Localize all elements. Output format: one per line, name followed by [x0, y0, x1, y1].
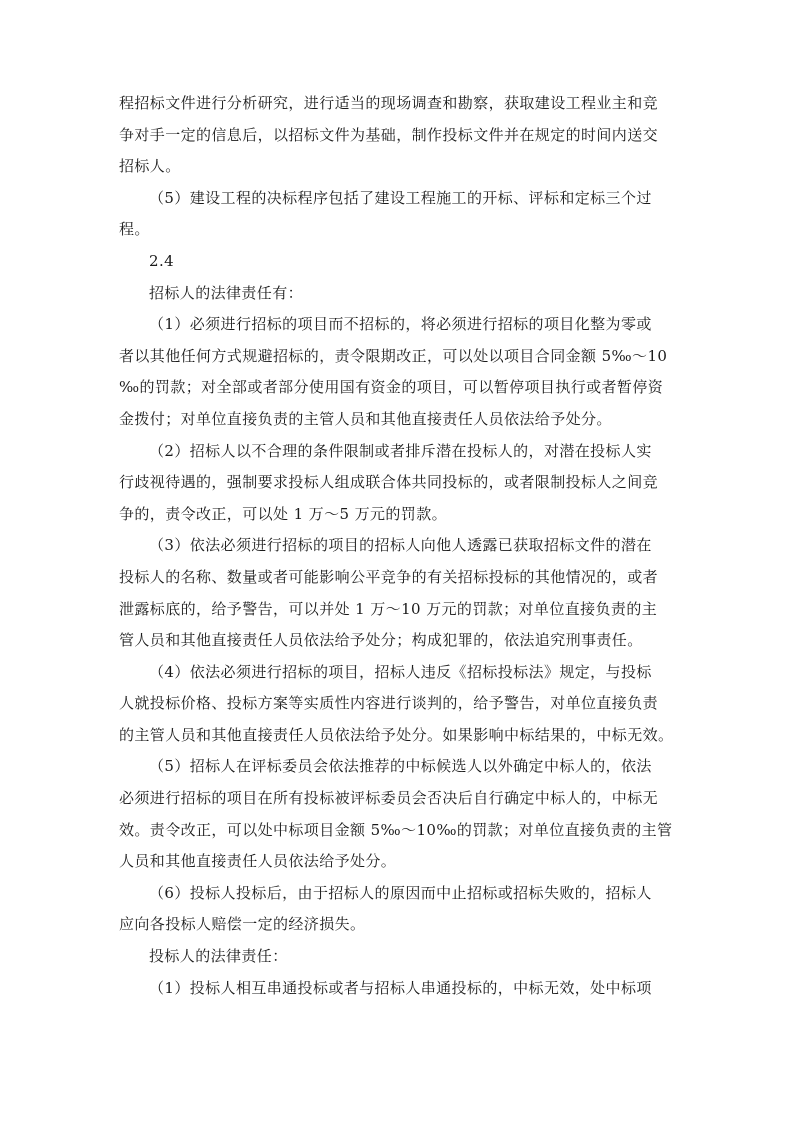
- paragraph-start: （5）招标人在评标委员会依法推荐的中标候选人以外确定中标人的，依法: [149, 757, 652, 776]
- text-line: 泄露标底的，给予警告，可以并处 1 万～10 万元的罚款；对单位直接负责的主: [119, 599, 658, 618]
- paragraph-start: （1）必须进行招标的项目而不招标的，将必须进行招标的项目化整为零或: [149, 315, 652, 334]
- paragraph-start: （6）投标人投标后，由于招标人的原因而中止招标或招标失败的，招标人: [149, 883, 652, 902]
- text-line: 程。: [119, 220, 150, 239]
- text-line: 招标人。: [119, 157, 181, 176]
- section-heading: 投标人的法律责任：: [149, 947, 288, 966]
- document-body: [119, 88, 679, 1004]
- text-line: 人就投标价格、投标方案等实质性内容进行谈判的，给予警告，对单位直接负责: [119, 694, 659, 713]
- text-line: 管人员和其他直接责任人员依法给予处分；构成犯罪的，依法追究刑事责任。: [119, 631, 643, 650]
- text-line: 的主管人员和其他直接责任人员依法给予处分。如果影响中标结果的，中标无效。: [119, 725, 674, 744]
- text-line: 效。责令改正，可以处中标项目金额 5‰～10‰的罚款；对单位直接负责的主管: [119, 820, 673, 839]
- paragraph-start: （5）建设工程的决标程序包括了建设工程施工的开标、评标和定标三个过: [149, 188, 652, 207]
- text-line: 应向各投标人赔偿一定的经济损失。: [119, 915, 366, 934]
- paragraph-start: （2）招标人以不合理的条件限制或者排斥潜在投标人的，对潜在投标人实: [149, 441, 652, 460]
- paragraph-start: （3）依法必须进行招标的项目的招标人向他人透露已获取招标文件的潜在: [149, 536, 652, 555]
- text-line: 投标人的名称、数量或者可能影响公平竞争的有关招标投标的其他情况的，或者: [119, 567, 659, 586]
- text-line: 程招标文件进行分析研究，进行适当的现场调查和勘察，获取建设工程业主和竞: [119, 94, 659, 112]
- text-line: 争对手一定的信息后，以招标文件为基础，制作投标文件并在规定的时间内送交: [119, 125, 659, 144]
- text-line: 人员和其他直接责任人员依法给予处分。: [119, 852, 397, 871]
- text-line: 行歧视待遇的，强制要求投标人组成联合体共同投标的，或者限制投标人之间竞: [119, 473, 659, 492]
- paragraph-start: （1）投标人相互串通投标或者与招标人串通投标的，中标无效，处中标项: [149, 978, 652, 997]
- text-line: ‰的罚款；对全部或者部分使用国有资金的项目，可以暂停项目执行或者暂停资: [119, 378, 664, 397]
- text-line: 争的，责令改正，可以处 1 万～5 万元的罚款。: [119, 504, 447, 523]
- paragraph-start: （4）依法必须进行招标的项目，招标人违反《招标投标法》规定，与投标: [149, 662, 652, 681]
- text-line: 必须进行招标的项目在所有投标被评标委员会否决后自行确定中标人的，中标无: [119, 789, 659, 808]
- section-heading: 招标人的法律责任有：: [149, 283, 304, 302]
- text-line: 者以其他任何方式规避招标的，责令限期改正，可以处以项目合同金额 5‰～10: [119, 346, 668, 365]
- section-number: 2.4: [149, 251, 175, 270]
- text-line: 金拨付；对单位直接负责的主管人员和其他直接责任人员依法给予处分。: [119, 409, 612, 428]
